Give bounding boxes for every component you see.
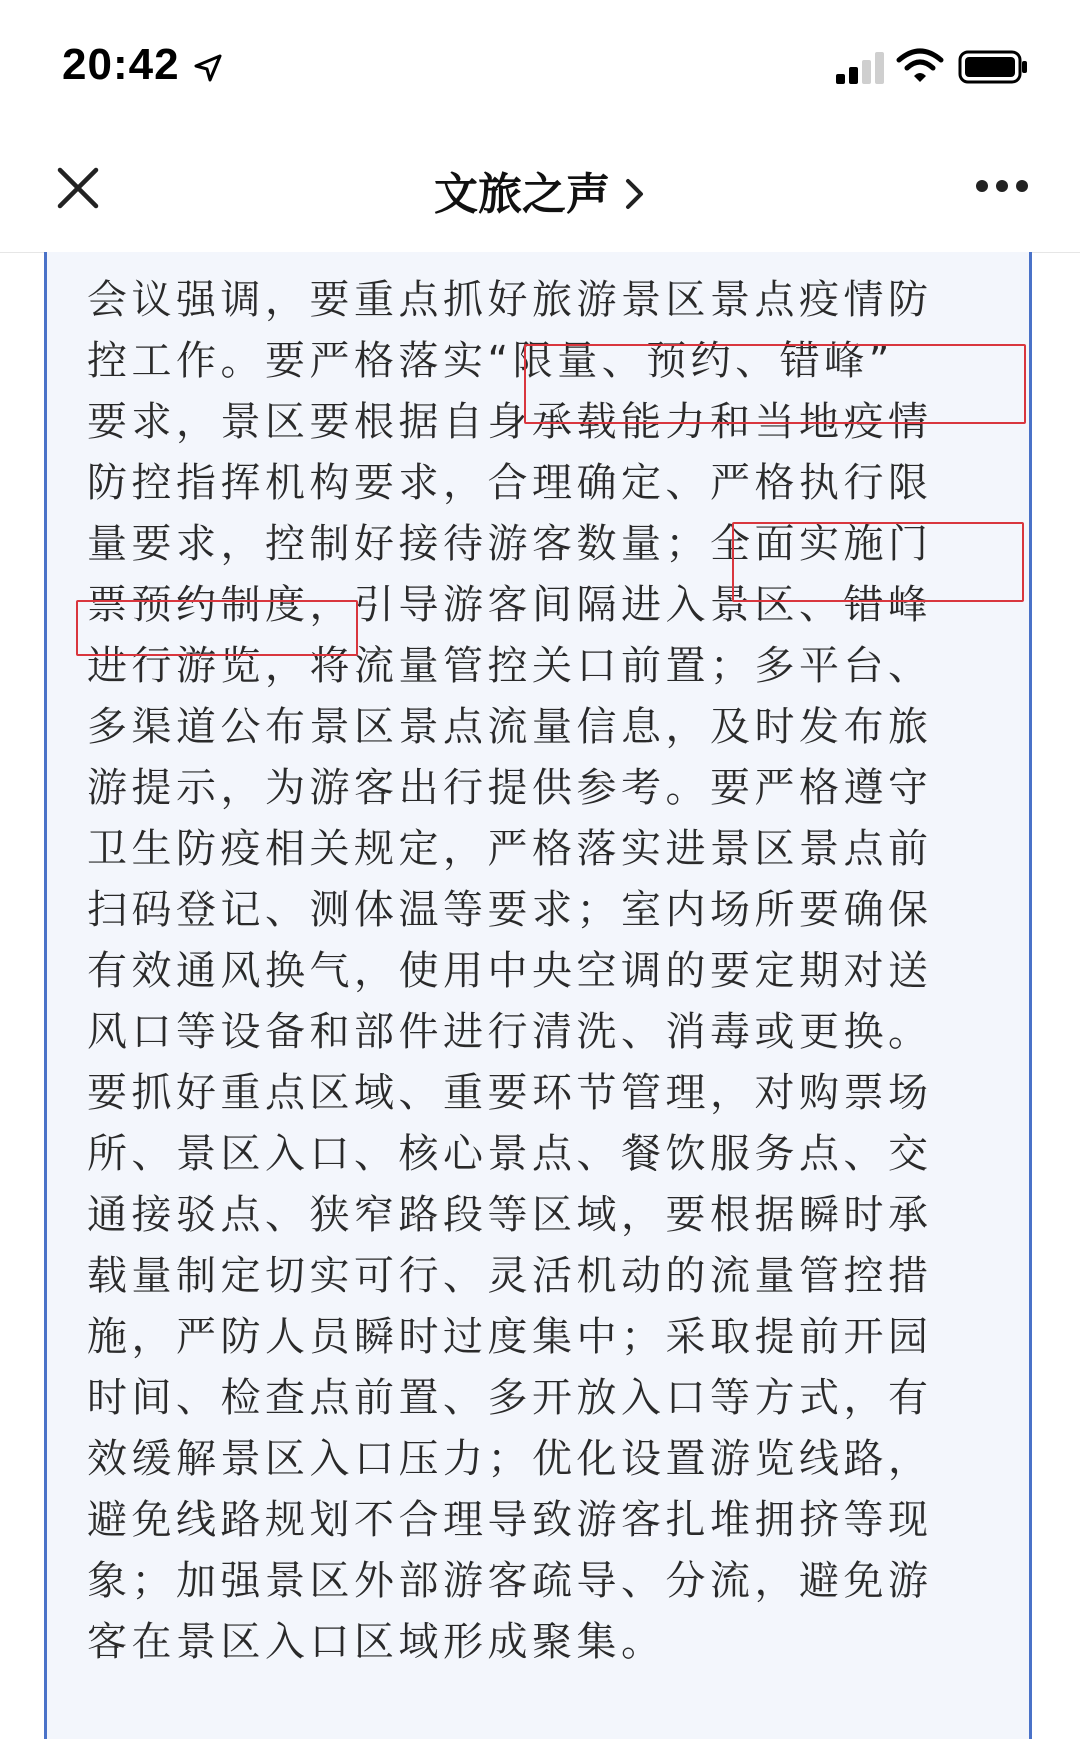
nav-bar	[0, 130, 1080, 253]
article-line: 施，严防人员瞬时过度集中；采取提前开园	[87, 1314, 933, 1360]
article-line: 游提示，为游客出行提供参考。要严格遵守	[87, 765, 933, 811]
status-bar	[0, 0, 1080, 130]
article-line: 控工作。要严格落实“限量、预约、错峰”	[87, 338, 894, 384]
article-line: 多渠道公布景区景点流量信息，及时发布旅	[87, 704, 933, 750]
article-line: 防控指挥机构要求，合理确定、严格执行限	[87, 460, 933, 506]
cellular-signal-icon	[834, 52, 888, 84]
article-line: 避免线路规划不合理导致游客扎堆拥挤等现	[87, 1497, 933, 1543]
status-time: 20:42	[62, 40, 180, 89]
wifi-icon	[896, 48, 944, 84]
article-line: 量要求，控制好接待游客数量；全面实施门	[87, 521, 933, 567]
article-line: 载量制定切实可行、灵活机动的流量管控措	[87, 1253, 933, 1299]
article-line: 要抓好重点区域、重要环节管理，对购票场	[87, 1070, 933, 1116]
article-line: 风口等设备和部件进行清洗、消毒或更换。	[87, 1009, 933, 1055]
battery-icon	[958, 50, 1028, 84]
article-line: 扫码登记、测体温等要求；室内场所要确保	[87, 887, 933, 933]
account-title-link[interactable]	[0, 158, 1080, 222]
article-line: 效缓解景区入口压力；优化设置游览线路，	[87, 1436, 933, 1482]
article-line: 客在景区入口区域形成聚集。	[87, 1619, 666, 1665]
article-line: 象；加强景区外部游客疏导、分流，避免游	[87, 1558, 933, 1604]
article-line: 有效通风换气，使用中央空调的要定期对送	[87, 948, 933, 994]
article-line: 票预约制度，引导游客间隔进入景区、错峰	[87, 582, 933, 628]
article-line: 通接驳点、狭窄路段等区域，要根据瞬时承	[87, 1192, 933, 1238]
article-panel	[44, 252, 1032, 1739]
highlight-box-full-implementation	[732, 522, 1024, 602]
more-icon[interactable]	[974, 178, 1030, 194]
article-line: 进行游览，将流量管控关口前置；多平台、	[87, 643, 933, 689]
highlight-box-reservation-system	[76, 600, 358, 656]
article-line: 卫生防疫相关规定，严格落实进景区景点前	[87, 826, 933, 872]
article-body	[87, 270, 1017, 1673]
location-arrow-icon	[192, 52, 224, 84]
article-line: 会议强调，要重点抓好旅游景区景点疫情防	[87, 277, 933, 323]
page-title: 文旅之声	[434, 169, 610, 220]
chevron-right-icon	[624, 177, 646, 211]
article-line: 所、景区入口、核心景点、餐饮服务点、交	[87, 1131, 933, 1177]
article-line: 时间、检查点前置、多开放入口等方式，有	[87, 1375, 933, 1421]
article-line: 要求，景区要根据自身承载能力和当地疫情	[87, 399, 933, 445]
highlight-box-quota	[524, 344, 1026, 424]
